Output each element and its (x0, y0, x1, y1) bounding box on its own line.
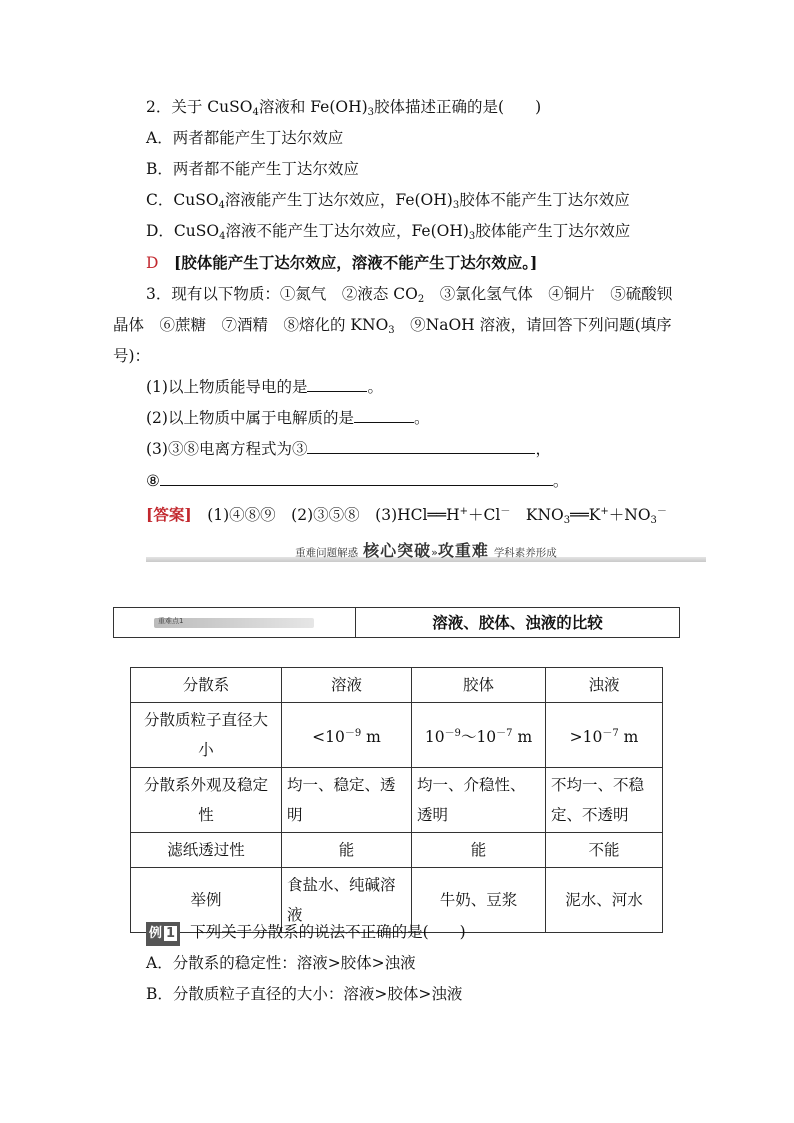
q3-part3: (3)③⑧电离方程式为③ ， (146, 437, 551, 461)
table-cell: 溶液 (282, 668, 412, 703)
table-cell: 胶体 (412, 668, 546, 703)
q2-option-b: B．两者都不能产生丁达尔效应 (146, 160, 359, 178)
table-cell: $>10^{-7}$ m (546, 703, 663, 768)
q3-part1: (1)以上物质能导电的是 。 (146, 375, 383, 399)
banner-title-b: 攻重难 (437, 541, 489, 560)
table-row (131, 768, 663, 833)
keypoint-title: 溶液、胶体、浊液的比较 (432, 613, 603, 632)
example-stem: 例 1 下列关于分散系的说法不正确的是( ) (146, 920, 466, 946)
table-cell: 不能 (546, 833, 663, 868)
example-option-b: B．分散质粒子直径的大小：溶液>胶体>浊液 (146, 985, 463, 1003)
table-cell: 举例 (131, 868, 282, 933)
banner-right-text: 学科素养形成 (493, 547, 557, 559)
section-banner (146, 538, 706, 564)
table-cell: 均一、稳定、透 明 (282, 768, 412, 833)
q3-stem-line1: 3．现有以下物质：①氮气 ②液态 $CO_2$ ③氯化氢气体 ④铜片 ⑤硫酸钡 (146, 285, 673, 305)
q2-option-d: D．CuSO$_4$溶液不能产生丁达尔效应，$Fe(OH)_3$胶体能产生丁达尔效应 (146, 222, 631, 242)
table-cell: 均一、介稳性、 透明 (412, 768, 546, 833)
q3-stem-line2: 晶体 ⑥蔗糖 ⑦酒精 ⑧熔化的 $KNO_3$ ⑨NaOH 溶液，请回答下列问题(填序 (113, 316, 672, 336)
table-cell: 牛奶、豆浆 (412, 868, 546, 933)
table-header-row (131, 668, 663, 703)
table-cell: 食盐水、纯碱溶 液 (282, 868, 412, 933)
q3-part3-line2: ⑧ 。 (146, 469, 568, 493)
q2-option-c: C．CuSO$_4$溶液能产生丁达尔效应，$Fe(OH)_3$胶体不能产生丁达尔效应 (146, 191, 630, 211)
q3-part2: (2)以上物质中属于电解质的是 。 (146, 406, 429, 430)
table-cell: $10^{-9}\sim 10^{-7}$ m (412, 703, 546, 768)
banner-left-text: 重难问题解惑 (295, 547, 359, 559)
example-tag: 例 1 (146, 922, 180, 946)
table-cell: 浊液 (546, 668, 663, 703)
q2-option-a: A．两者都能产生丁达尔效应 (146, 129, 344, 147)
table-cell: 分散系外观及稳定 性 (131, 768, 282, 833)
example-option-a: A．分散系的稳定性：溶液>胶体>浊液 (146, 954, 416, 972)
table-cell: 能 (412, 833, 546, 868)
banner-arrow-icon: » (431, 546, 438, 559)
table-cell: 滤纸透过性 (131, 833, 282, 868)
banner-title-a: 核心突破 (363, 541, 432, 560)
q2-stem: 2．关于 CuSO$_4$溶液和 $Fe(OH)_3$胶体描述正确的是( ) (146, 98, 542, 118)
table-cell: 能 (282, 833, 412, 868)
table-cell: $<10^{-9}$ m (282, 703, 412, 768)
keypoint-tag-label: 重难点1 (158, 617, 184, 625)
q3-stem-line3: 号)： (113, 347, 151, 365)
table-cell: 分散系 (131, 668, 282, 703)
table-cell: 泥水、河水 (546, 868, 663, 933)
table-row (131, 833, 663, 868)
table-cell: 分散质粒子直径大 小 (131, 703, 282, 768)
table-cell: 不均一、不稳 定、不透明 (546, 768, 663, 833)
keypoint-heading (113, 607, 680, 638)
q3-answer: [答案] (1)④⑧⑨ (2)③⑤⑧ (3)HCl══H+＋Cl－ $KNO_3══K^++NO_3^-$ (146, 505, 667, 526)
q2-answer: D [胶体能产生丁达尔效应，溶液不能产生丁达尔效应。] (146, 253, 538, 272)
keypoint-tag-cell (114, 608, 356, 637)
table-row (131, 703, 663, 768)
comparison-table (130, 667, 663, 933)
